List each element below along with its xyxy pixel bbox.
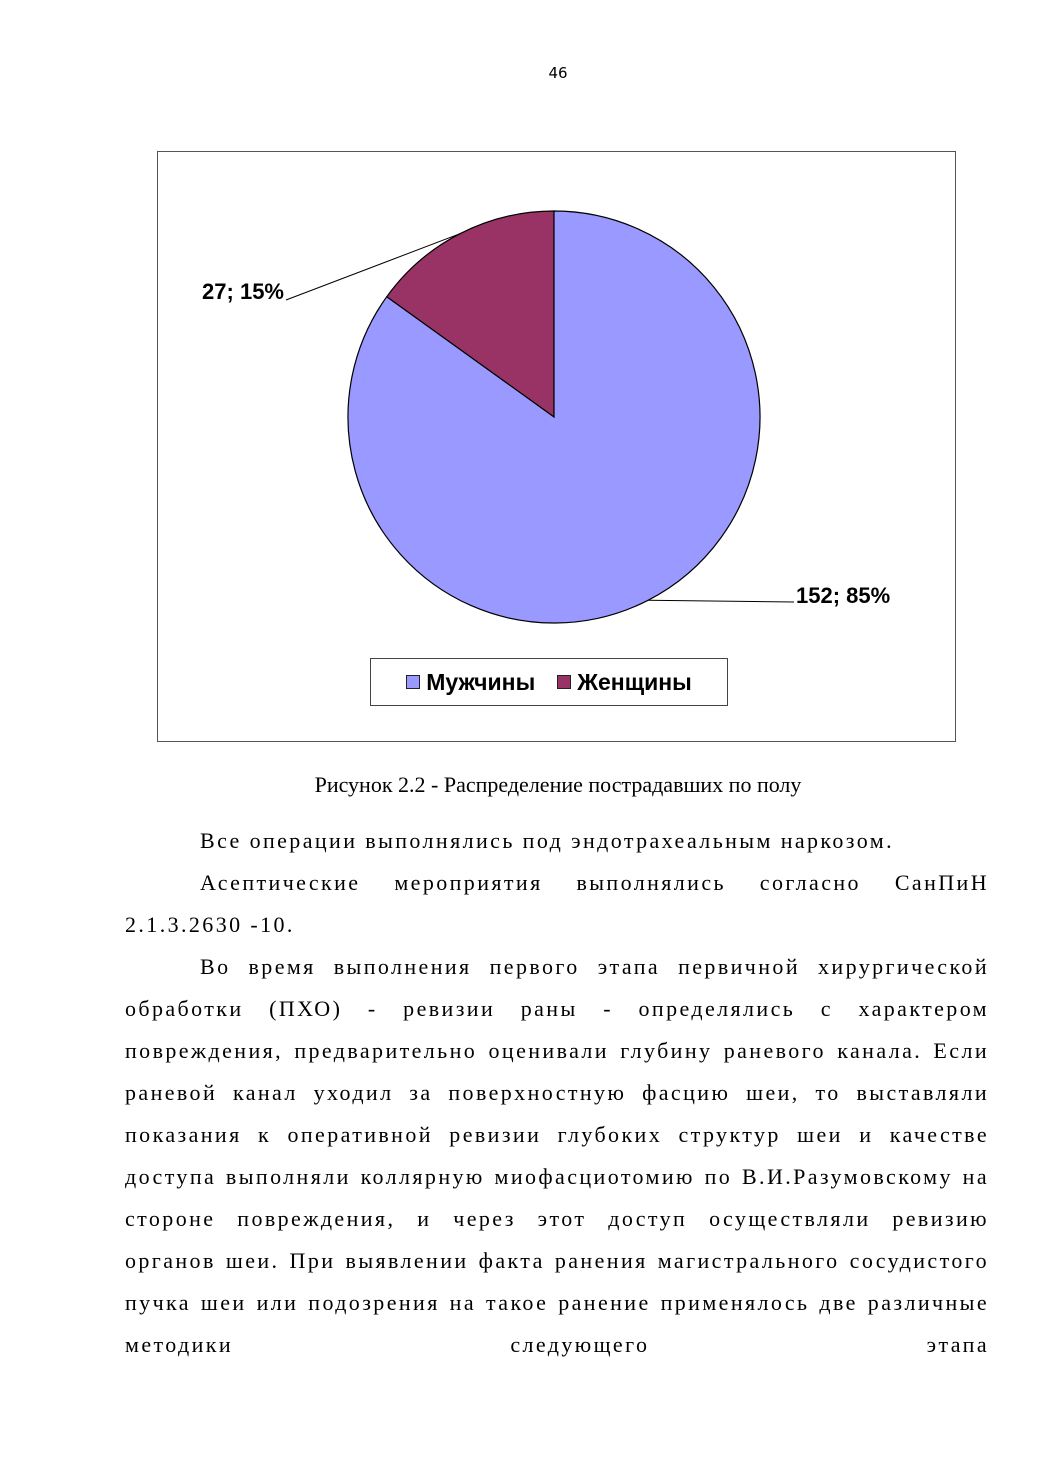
chart-legend [370,658,728,706]
paragraph-2: Асептические мероприятия выполнялись согласно СанПиН 2.1.3.2630 -10. [125,870,989,937]
legend-swatch-women [557,675,571,689]
data-label-women: 27; 15% [202,279,284,304]
pie-chart [157,151,956,742]
legend-item-women [557,669,692,696]
leader-line-men [648,600,794,602]
page-number: 46 [548,64,568,82]
legend-swatch-men [406,675,420,689]
pie-chart-svg [158,152,957,743]
legend-label-women: Женщины [577,668,692,695]
paragraph-1: Все операции выполнялись под эндотрахеальным наркозом. [200,828,894,853]
figure-caption: Рисунок 2.2 - Распределение пострадавших по полу [314,772,802,797]
legend-item-men [406,669,535,696]
paragraph-3: Во время выполнения первого этапа первичной хирургической обработки (ПХО) - ревизии раны - определялись с характером повреждения, предварительно оценивали глубину раневого канала. Если раневой канал уходил за поверхностную фасцию шеи, то выставляли показания к оперативной ревизии глубоких структур шеи и качестве доступа выполняли коллярную миофасциотомию по В.И.Разумовскому на стороне повреждения, и через этот доступ осуществляли ревизию органов шеи. При выявлении факта ранения магистрального сосудистого пучка шеи или подозрения на такое ранение применялось две различные методики следующего этапа [125,954,989,1357]
data-label-men: 152; 85% [796,583,891,608]
legend-label-men: Мужчины [426,668,536,695]
body-text [125,820,989,1366]
